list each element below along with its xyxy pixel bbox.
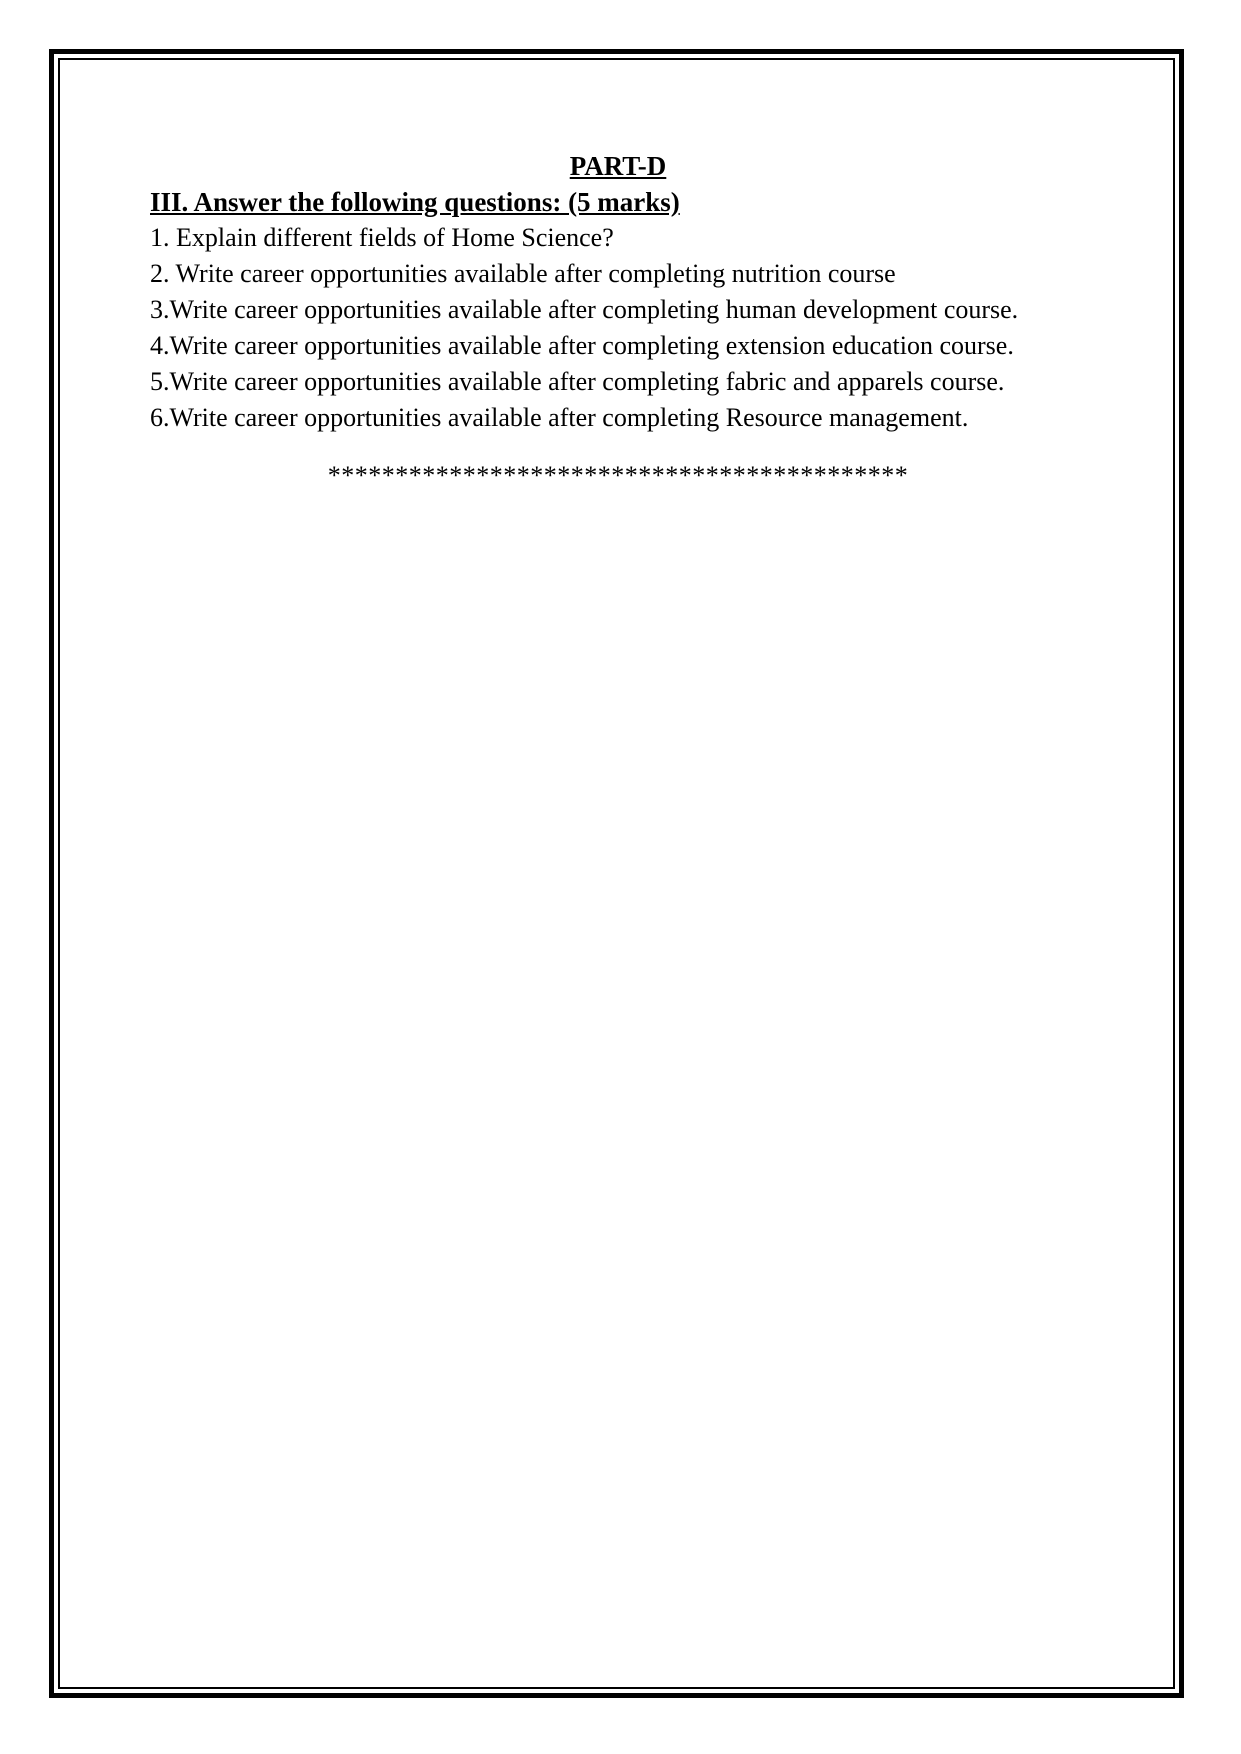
question-6: 6.Write career opportunities available after completing Resource management. <box>150 403 969 432</box>
question-4: 4.Write career opportunities available after completing extension education course. <box>150 331 1014 360</box>
question-3: 3.Write career opportunities available after completing human development course. <box>150 295 1019 324</box>
question-1: 1. Explain different fields of Home Science? <box>150 223 614 252</box>
document-body <box>150 148 1086 494</box>
end-divider: ******************************************* <box>327 461 909 490</box>
part-title: PART-D <box>569 151 667 181</box>
question-5: 5.Write career opportunities available after completing fabric and apparels course. <box>150 367 1005 396</box>
section-heading: III. Answer the following questions: (5 marks) <box>150 187 680 217</box>
question-2: 2. Write career opportunities available after completing nutrition course <box>150 259 896 288</box>
